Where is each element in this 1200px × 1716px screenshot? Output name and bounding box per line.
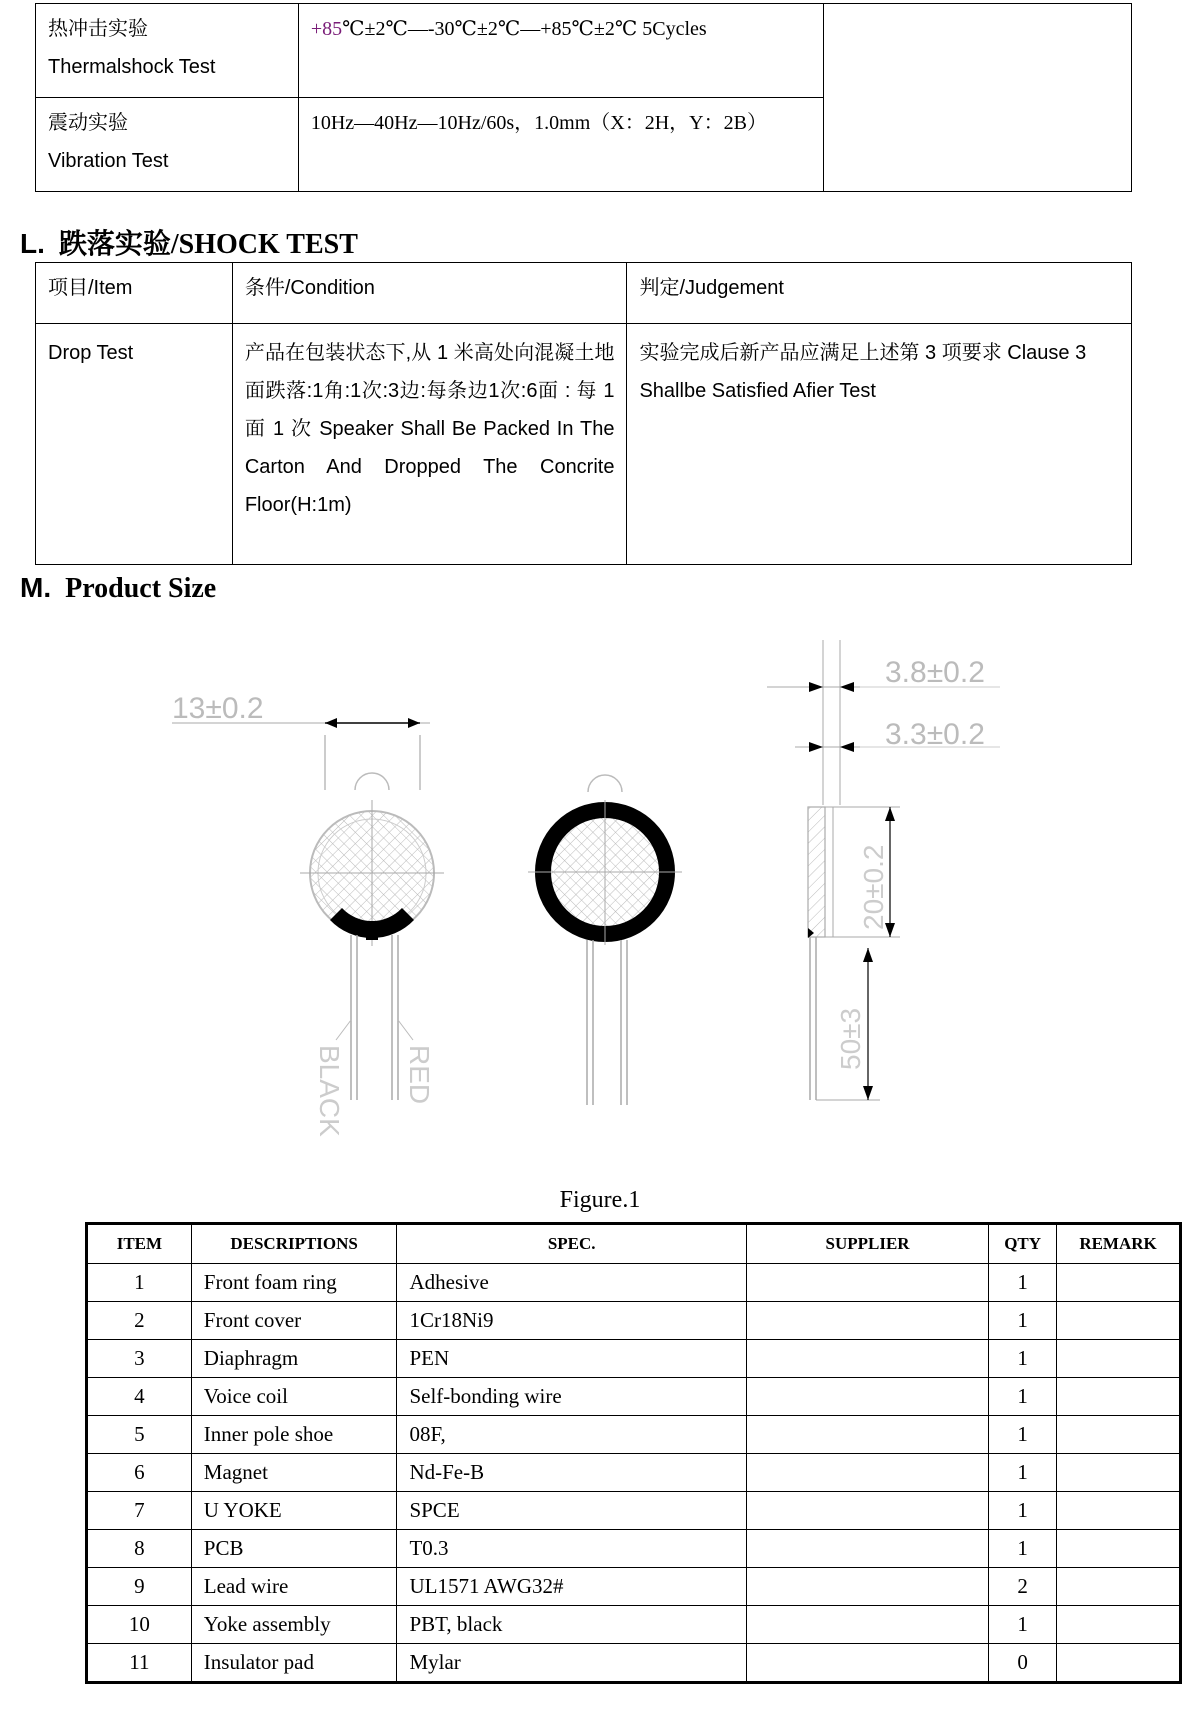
table-row <box>87 1568 1181 1606</box>
header-remark: REMARK <box>1057 1224 1181 1264</box>
table-row <box>36 4 1132 98</box>
spec-cell: Mylar <box>397 1644 747 1683</box>
table-row <box>87 1340 1181 1378</box>
supplier-cell <box>746 1454 988 1492</box>
section-title: 跌落实验/SHOCK TEST <box>58 229 358 260</box>
table-header-row <box>36 263 1132 324</box>
test-condition-cell <box>298 98 823 192</box>
judgement-cell: 实验完成后新产品应满足上述第 3 项要求 Clause 3 Shallbe Satisfied Afier Test <box>627 324 1132 565</box>
header-descriptions: DESCRIPTIONS <box>191 1224 397 1264</box>
test-name-cell <box>36 4 299 98</box>
spec-cell: Nd-Fe-B <box>397 1454 747 1492</box>
dim-thickness-outer-label: 3.8±0.2 <box>885 656 985 689</box>
section-letter: L. <box>20 228 45 259</box>
header-spec: SPEC. <box>397 1224 747 1264</box>
remark-cell <box>1057 1530 1181 1568</box>
supplier-cell <box>746 1302 988 1340</box>
test-name-en: Vibration Test <box>48 150 169 172</box>
item-cell: Drop Test <box>36 324 233 565</box>
qty-cell: 1 <box>989 1454 1057 1492</box>
section-title: Product Size <box>65 573 217 604</box>
supplier-cell <box>746 1264 988 1302</box>
description-cell: PCB <box>191 1530 397 1568</box>
test-condition-cell <box>298 4 823 98</box>
section-letter: M. <box>20 572 52 603</box>
header-item: 项目/Item <box>36 263 233 324</box>
qty-cell: 2 <box>989 1568 1057 1606</box>
dim-diameter-label: 13±0.2 <box>172 692 264 725</box>
table-row <box>87 1644 1181 1683</box>
qty-cell: 1 <box>989 1264 1057 1302</box>
table-row <box>87 1530 1181 1568</box>
description-cell: U YOKE <box>191 1492 397 1530</box>
item-cell: 3 <box>87 1340 192 1378</box>
remark-cell <box>1057 1644 1181 1683</box>
qty-cell: 1 <box>989 1530 1057 1568</box>
table-row <box>87 1264 1181 1302</box>
condition-text: 10Hz—40Hz—10Hz/60s，1.0mm（X：2H，Y：2B） <box>310 112 767 134</box>
test-name-cn: 热冲击实验 <box>48 18 148 40</box>
spec-cell: SPCE <box>397 1492 747 1530</box>
condition-cell: 产品在包装状态下,从 1 米高处向混凝土地面跌落:1角:1次:3边:每条边1次:6面 : 每 1 面 1 次 Speaker Shall Be Packed In The Carton And Dropped The Concrite Floor(H:1m) <box>232 324 627 565</box>
supplier-cell <box>746 1530 988 1568</box>
spec-cell: 1Cr18Ni9 <box>397 1302 747 1340</box>
remark-cell <box>1057 1492 1181 1530</box>
description-cell: Front cover <box>191 1302 397 1340</box>
table-row <box>36 324 1132 565</box>
wire-black-label: BLACK <box>314 1045 345 1137</box>
remark-cell <box>1057 1264 1181 1302</box>
back-view <box>172 692 444 1137</box>
spec-cell: 08F, <box>397 1416 747 1454</box>
supplier-cell <box>746 1568 988 1606</box>
test-name-cn: 震动实验 <box>48 112 128 134</box>
spec-cell: UL1571 AWG32# <box>397 1568 747 1606</box>
spec-cell: Adhesive <box>397 1264 747 1302</box>
table-row <box>87 1492 1181 1530</box>
remark-cell <box>1057 1454 1181 1492</box>
section-m-heading <box>20 572 216 605</box>
condition-text: ℃±2℃—-30℃±2℃—+85℃±2℃ 5Cycles <box>342 18 707 40</box>
figure-caption: Figure.1 <box>559 1187 641 1213</box>
remark-cell <box>1057 1340 1181 1378</box>
test-name-cell <box>36 98 299 192</box>
dim-thickness-inner-label: 3.3±0.2 <box>885 718 985 751</box>
header-judgement: 判定/Judgement <box>627 263 1132 324</box>
remark-cell <box>1057 1378 1181 1416</box>
description-cell: Lead wire <box>191 1568 397 1606</box>
description-cell: Front foam ring <box>191 1264 397 1302</box>
header-supplier: SUPPLIER <box>746 1224 988 1264</box>
bom-body <box>87 1264 1181 1683</box>
empty-cell <box>824 4 1132 192</box>
bom-table <box>85 1222 1182 1684</box>
qty-cell: 1 <box>989 1302 1057 1340</box>
remark-cell <box>1057 1302 1181 1340</box>
item-cell: 7 <box>87 1492 192 1530</box>
spec-cell: PBT, black <box>397 1606 747 1644</box>
table-row <box>87 1416 1181 1454</box>
item-cell: 2 <box>87 1302 192 1340</box>
supplier-cell <box>746 1644 988 1683</box>
item-cell: 9 <box>87 1568 192 1606</box>
description-cell: Insulator pad <box>191 1644 397 1683</box>
header-qty: QTY <box>989 1224 1057 1264</box>
header-item: ITEM <box>87 1224 192 1264</box>
product-size-drawing <box>140 640 1120 1160</box>
supplier-cell <box>746 1378 988 1416</box>
qty-cell: 1 <box>989 1378 1057 1416</box>
header-condition: 条件/Condition <box>232 263 627 324</box>
spec-cell: Self-bonding wire <box>397 1378 747 1416</box>
item-cell: 10 <box>87 1606 192 1644</box>
test-name-en: Thermalshock Test <box>48 56 216 78</box>
dim-height-label: 20±0.2 <box>858 844 889 930</box>
supplier-cell <box>746 1606 988 1644</box>
spec-cell: PEN <box>397 1340 747 1378</box>
item-cell: 5 <box>87 1416 192 1454</box>
supplier-cell <box>746 1416 988 1454</box>
qty-cell: 1 <box>989 1340 1057 1378</box>
qty-cell: 1 <box>989 1492 1057 1530</box>
remark-cell <box>1057 1568 1181 1606</box>
dim-lead-label: 50±3 <box>835 1007 866 1070</box>
remark-cell <box>1057 1606 1181 1644</box>
item-cell: 11 <box>87 1644 192 1683</box>
remark-cell <box>1057 1416 1181 1454</box>
spec-cell: T0.3 <box>397 1530 747 1568</box>
item-cell: 8 <box>87 1530 192 1568</box>
qty-cell: 0 <box>989 1644 1057 1683</box>
section-l-heading <box>20 222 358 262</box>
description-cell: Diaphragm <box>191 1340 397 1378</box>
table-row <box>87 1606 1181 1644</box>
condition-accent: +85 <box>310 18 343 40</box>
front-view <box>528 775 682 1105</box>
description-cell: Yoke assembly <box>191 1606 397 1644</box>
description-cell: Inner pole shoe <box>191 1416 397 1454</box>
item-cell: 4 <box>87 1378 192 1416</box>
description-cell: Magnet <box>191 1454 397 1492</box>
description-cell: Voice coil <box>191 1378 397 1416</box>
item-cell: 1 <box>87 1264 192 1302</box>
wire-red-label: RED <box>404 1045 435 1105</box>
qty-cell: 1 <box>989 1606 1057 1644</box>
side-view <box>767 640 1000 1100</box>
shock-test-table <box>35 262 1132 565</box>
test-conditions-table <box>35 3 1132 192</box>
table-header-row <box>87 1224 1181 1264</box>
table-row <box>87 1378 1181 1416</box>
supplier-cell <box>746 1492 988 1530</box>
table-row <box>87 1454 1181 1492</box>
supplier-cell <box>746 1340 988 1378</box>
qty-cell: 1 <box>989 1416 1057 1454</box>
table-row <box>87 1302 1181 1340</box>
item-cell: 6 <box>87 1454 192 1492</box>
